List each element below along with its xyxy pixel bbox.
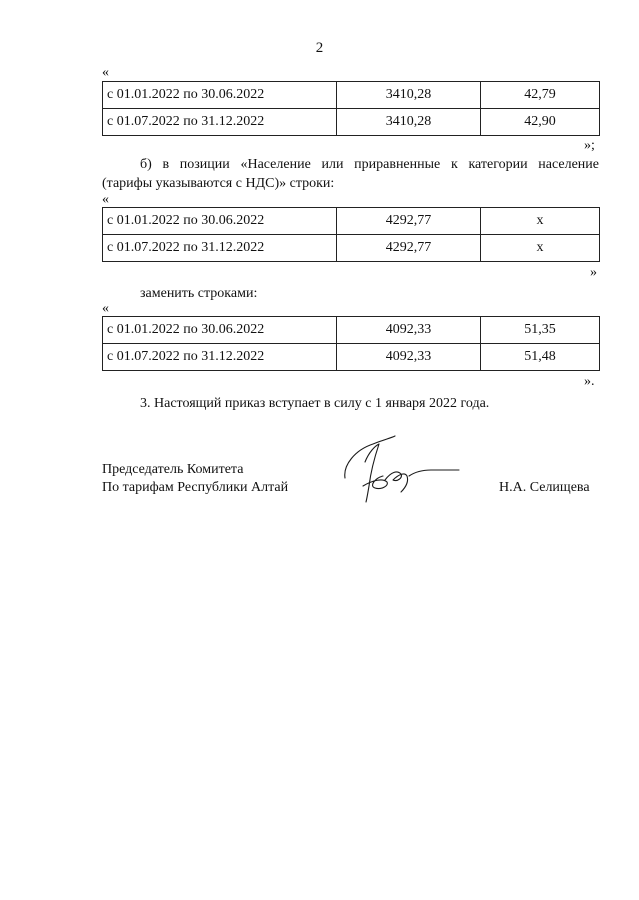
period-cell: с 01.07.2022 по 31.12.2022 [103, 344, 337, 371]
rate-cell: 42,90 [481, 109, 600, 136]
table3 [102, 316, 600, 371]
tariff-cell: 4092,33 [337, 344, 481, 371]
rate-cell: х [481, 208, 600, 235]
page-number: 2 [315, 40, 324, 56]
table1-close-quote: »; [584, 138, 595, 153]
table-row [103, 344, 600, 371]
table3-close-quote: ». [584, 374, 595, 389]
rate-cell: 42,79 [481, 82, 600, 109]
tariff-cell: 3410,28 [337, 82, 481, 109]
rate-cell: 51,35 [481, 317, 600, 344]
rate-cell: 51,48 [481, 344, 600, 371]
signer-position-line1: Председатель Комитета [102, 462, 244, 477]
tariff-cell: 4092,33 [337, 317, 481, 344]
period-cell: с 01.07.2022 по 31.12.2022 [103, 109, 337, 136]
paragraph-3: 3. Настоящий приказ вступает в силу с 1 января 2022 года. [140, 396, 490, 411]
rate-cell: х [481, 235, 600, 262]
period-cell: с 01.01.2022 по 30.06.2022 [103, 82, 337, 109]
table2-open-quote: « [102, 192, 109, 207]
paragraph-b-line1: б) в позиции «Население или приравненные к категории население [140, 157, 599, 172]
handwritten-signature [335, 430, 470, 510]
tariff-cell: 3410,28 [337, 109, 481, 136]
period-cell: с 01.07.2022 по 31.12.2022 [103, 235, 337, 262]
table-row [103, 317, 600, 344]
table1-open-quote: « [102, 65, 109, 80]
table3-open-quote: « [102, 301, 109, 316]
tariff-cell: 4292,77 [337, 208, 481, 235]
period-cell: с 01.01.2022 по 30.06.2022 [103, 317, 337, 344]
table-row [103, 109, 600, 136]
table-row [103, 235, 600, 262]
signer-position-line2: По тарифам Республики Алтай [102, 480, 289, 495]
table2 [102, 207, 600, 262]
table1 [102, 81, 600, 136]
signer-name: Н.А. Селищева [499, 480, 590, 495]
period-cell: с 01.01.2022 по 30.06.2022 [103, 208, 337, 235]
tariff-cell: 4292,77 [337, 235, 481, 262]
table2-close-quote: » [590, 265, 597, 280]
table-row [103, 208, 600, 235]
table-row [103, 82, 600, 109]
paragraph-b-line2: (тарифы указываются с НДС)» строки: [102, 176, 335, 191]
replace-text: заменить строками: [140, 286, 258, 301]
